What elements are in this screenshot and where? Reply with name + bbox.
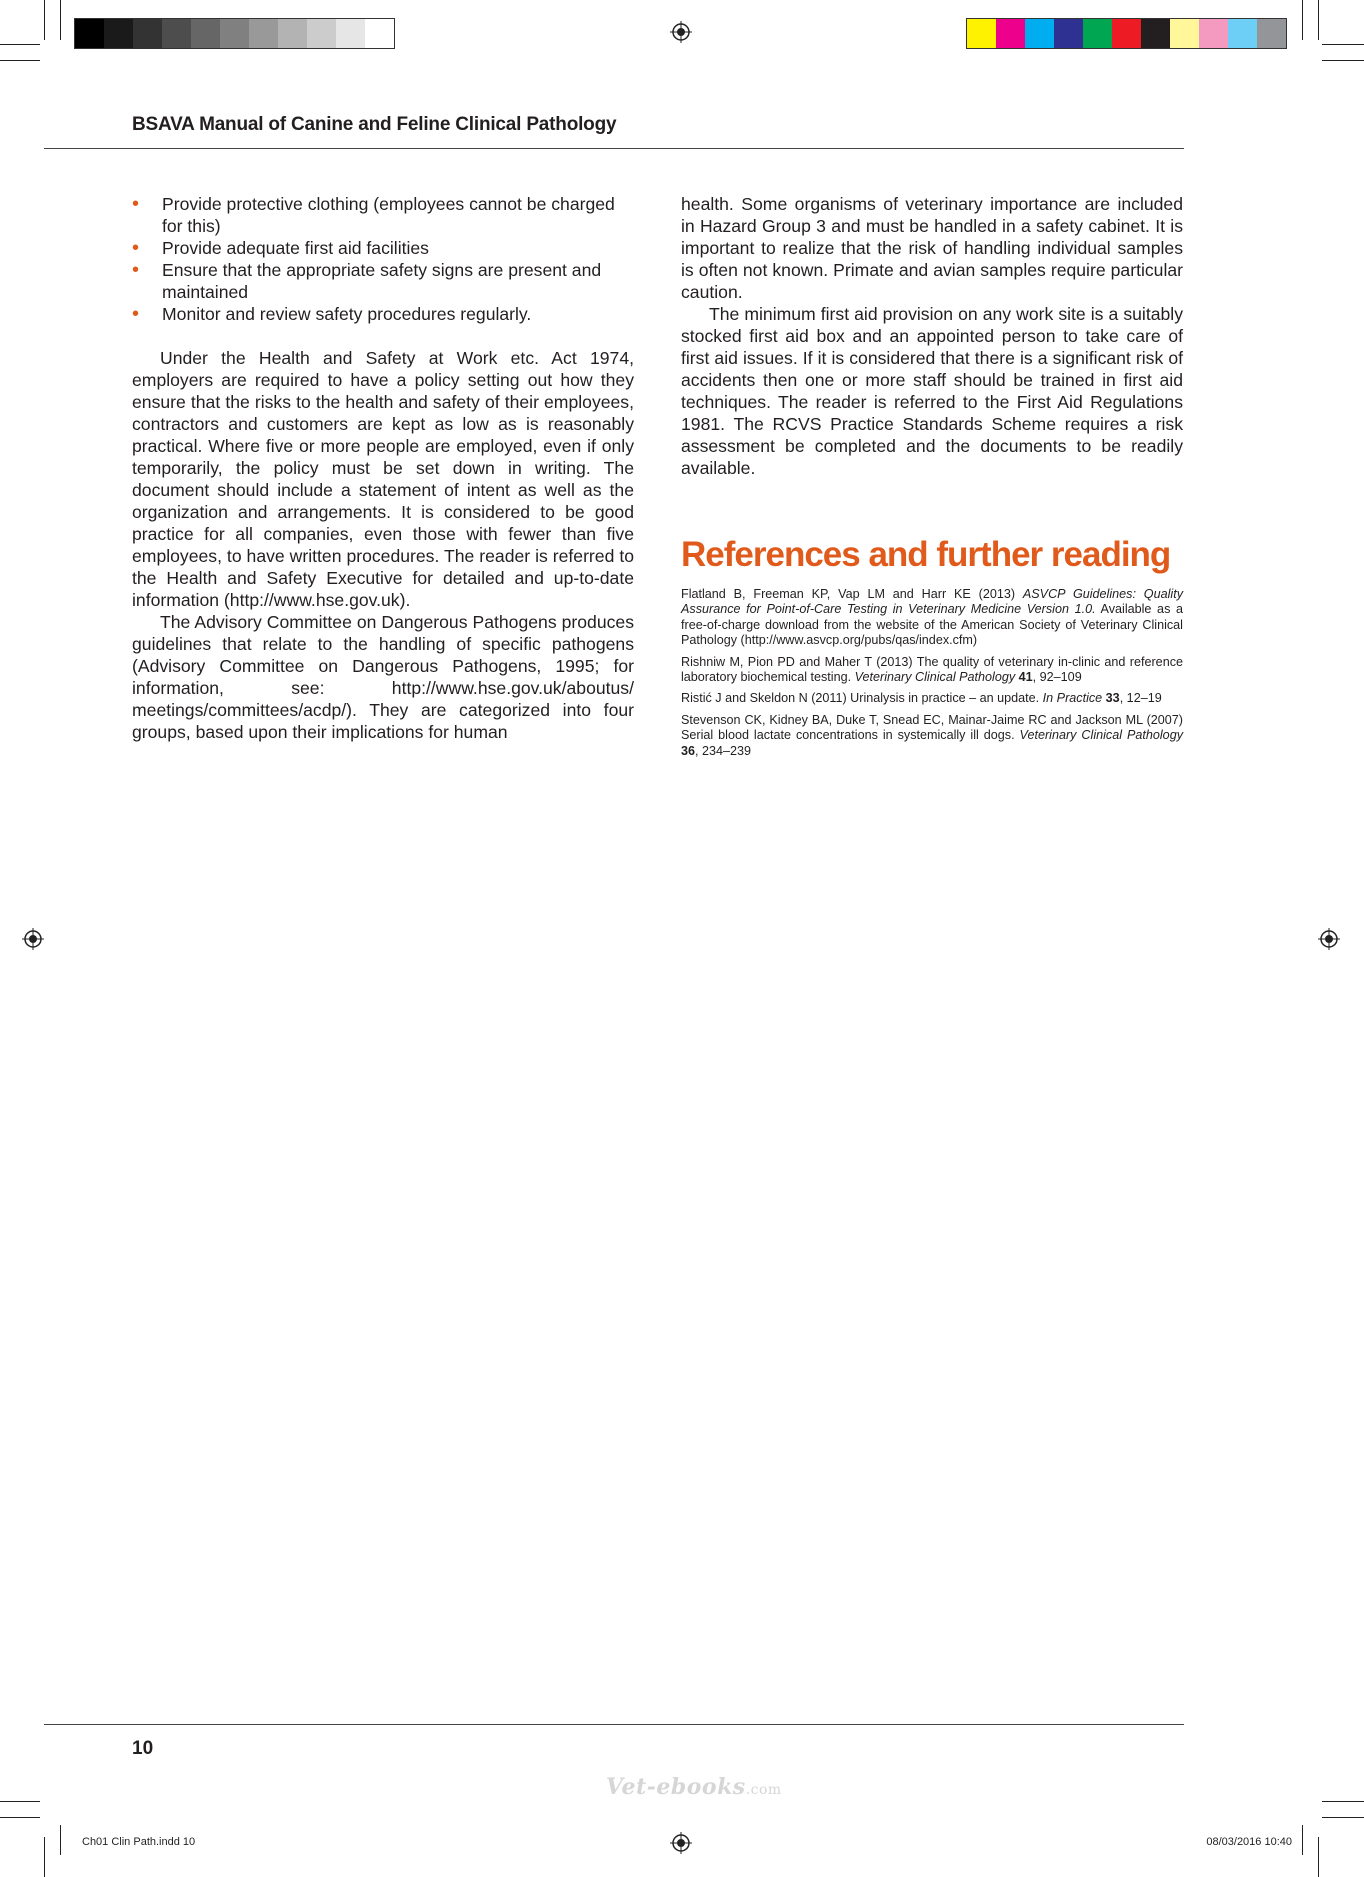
crop-mark	[1302, 1825, 1303, 1855]
crop-mark	[1302, 0, 1303, 40]
crop-mark	[0, 60, 40, 61]
ref-volume: 33	[1105, 691, 1120, 706]
registration-mark-icon	[670, 1832, 692, 1854]
ref-authors: Stevenson CK, Kidney BA, Duke T, Snead EC, Mainar-Jaime RC and Jackson ML (2007) Serial blood lactate concentrations in systemically ill dogs.	[681, 712, 1183, 743]
ref-journal: Veterinary Clinical Pathology	[854, 670, 1016, 685]
color-swatch	[75, 19, 104, 48]
color-swatch	[1257, 19, 1286, 48]
color-swatch	[307, 19, 336, 48]
section-heading: References and further reading	[681, 535, 1171, 574]
running-head: BSAVA Manual of Canine and Feline Clinical Pathology	[132, 114, 617, 135]
ref-pages: , 92–109	[1032, 670, 1082, 685]
color-swatch	[1083, 19, 1112, 48]
color-swatch	[191, 19, 220, 48]
reference-item	[681, 655, 1183, 686]
left-column	[132, 193, 634, 743]
ref-journal: In Practice	[1042, 691, 1103, 706]
crop-mark	[1322, 1801, 1364, 1802]
reference-item	[681, 713, 1183, 759]
color-swatch	[336, 19, 365, 48]
crop-mark	[1322, 44, 1364, 45]
watermark-suffix: .com	[745, 1782, 782, 1798]
ref-volume: 41	[1018, 670, 1033, 685]
slug-file-info: Ch01 Clin Path.indd 10	[82, 1836, 196, 1848]
list-item: • Monitor and review safety procedures regularly.	[132, 303, 634, 325]
list-item: • Ensure that the appropriate safety signs are present and maintained	[132, 259, 634, 303]
reference-list	[681, 587, 1183, 759]
color-swatch	[249, 19, 278, 48]
color-swatch	[1141, 19, 1170, 48]
slug-date-time: 08/03/2016 10:40	[1206, 1836, 1292, 1848]
ref-authors: Ristić J and Skeldon N (2011) Urinalysis in practice – an update.	[681, 691, 1043, 706]
crop-mark	[60, 0, 61, 40]
color-swatch	[967, 19, 996, 48]
ref-pages: , 234–239	[695, 743, 752, 758]
crop-mark	[1318, 0, 1319, 40]
ref-pages: , 12–19	[1119, 691, 1162, 706]
body-paragraph: Under the Health and Safety at Work etc. Act 1974, employers are required to have a policy setting out how they ensure that the risks to the health and safety of their employees, contractors and customers are kept as low as is reasonably practical. Where five or more people are employed, even if only temporarily, the policy must be set down in writing. The document should include a statement of intent as well as the organization and arrangements. It is considered to be good practice for all companies, even those with fewer than five employees, to have written procedures. The reader is referred to the Health and Safety Executive for detailed and up-to-date information (http://www.hse.gov.uk).	[132, 348, 634, 610]
color-swatch	[1025, 19, 1054, 48]
color-swatch	[162, 19, 191, 48]
registration-mark-icon	[22, 928, 44, 950]
registration-mark-icon	[670, 21, 692, 43]
body-paragraph: The Advisory Committee on Dangerous Pathogens produces guidelines that relate to the handling of specific pathogens (Advisory Committee on Dangerous Pathogens, 1995; for information, see: http://www.hse.gov.uk/aboutus/ meetings/committees/acdp/). They are categorized into four groups, based upon their implications for human	[132, 612, 634, 742]
color-swatch	[1199, 19, 1228, 48]
crop-mark	[44, 1837, 45, 1877]
body-paragraph: The minimum first aid provision on any work site is a suitably stocked first aid box and an appointed person to take care of first aid issues. If it is considered that there is a significant risk of accidents then one or more staff should be trained in first aid techniques. The reader is referred to the First Aid Regulations 1981. The RCVS Practice Standards Scheme requires a risk assessment be completed and the documents to be readily available.	[681, 304, 1183, 478]
crop-mark	[60, 1825, 61, 1855]
process-color-bar	[966, 18, 1287, 49]
ref-detail: Available as a free-of-charge download from the website of the American Society of Veterinary Clinical Pathology (http://www.asvcp.org/pubs/qas/index.cfm)	[681, 602, 1183, 648]
reference-item	[681, 587, 1183, 649]
crop-mark	[0, 1817, 40, 1818]
ref-journal: Veterinary Clinical Pathology	[1019, 728, 1183, 743]
color-swatch	[365, 19, 394, 48]
color-swatch	[104, 19, 133, 48]
page-number: 10	[132, 1738, 154, 1759]
list-item: • Provide adequate first aid facilities	[132, 237, 634, 259]
crop-mark	[1322, 1817, 1364, 1818]
crop-mark	[0, 1801, 40, 1802]
footer-rule	[44, 1724, 1184, 1725]
reference-item	[681, 691, 1183, 706]
ref-authors: Rishniw M, Pion PD and Maher T (2013) The quality of veterinary in-clinic and reference laboratory biochemical testing.	[681, 654, 1183, 685]
body-paragraph: health. Some organisms of veterinary importance are included in Hazard Group 3 and must be handled in a safety cabinet. It is important to realize that the risk of handling individual samples is often not known. Primate and avian samples require particular caution.	[681, 194, 1183, 302]
header-rule	[44, 148, 1184, 149]
color-swatch	[1170, 19, 1199, 48]
color-swatch	[1054, 19, 1083, 48]
color-swatch	[996, 19, 1025, 48]
right-column	[681, 193, 1183, 765]
color-swatch	[278, 19, 307, 48]
watermark-text: Vet-ebooks	[606, 1774, 746, 1800]
bullet-list	[132, 193, 634, 325]
crop-mark	[44, 0, 45, 40]
list-item: • Provide protective clothing (employees cannot be charged for this)	[132, 193, 634, 237]
registration-mark-icon	[1318, 928, 1340, 950]
ref-volume: 36	[681, 743, 696, 758]
ref-authors: Flatland B, Freeman KP, Vap LM and Harr KE (2013)	[681, 587, 1023, 601]
color-swatch	[133, 19, 162, 48]
crop-mark	[1318, 1837, 1319, 1877]
color-swatch	[1228, 19, 1257, 48]
color-swatch	[220, 19, 249, 48]
grey-color-bar	[74, 18, 395, 49]
ref-title: ASVCP Guidelines: Quality Assurance for Point-of-Care Testing in Veterinary Medicine Version 1.0.	[681, 587, 1183, 617]
watermark-logo	[606, 1774, 782, 1800]
crop-mark	[0, 44, 40, 45]
crop-mark	[1322, 60, 1364, 61]
color-swatch	[1112, 19, 1141, 48]
